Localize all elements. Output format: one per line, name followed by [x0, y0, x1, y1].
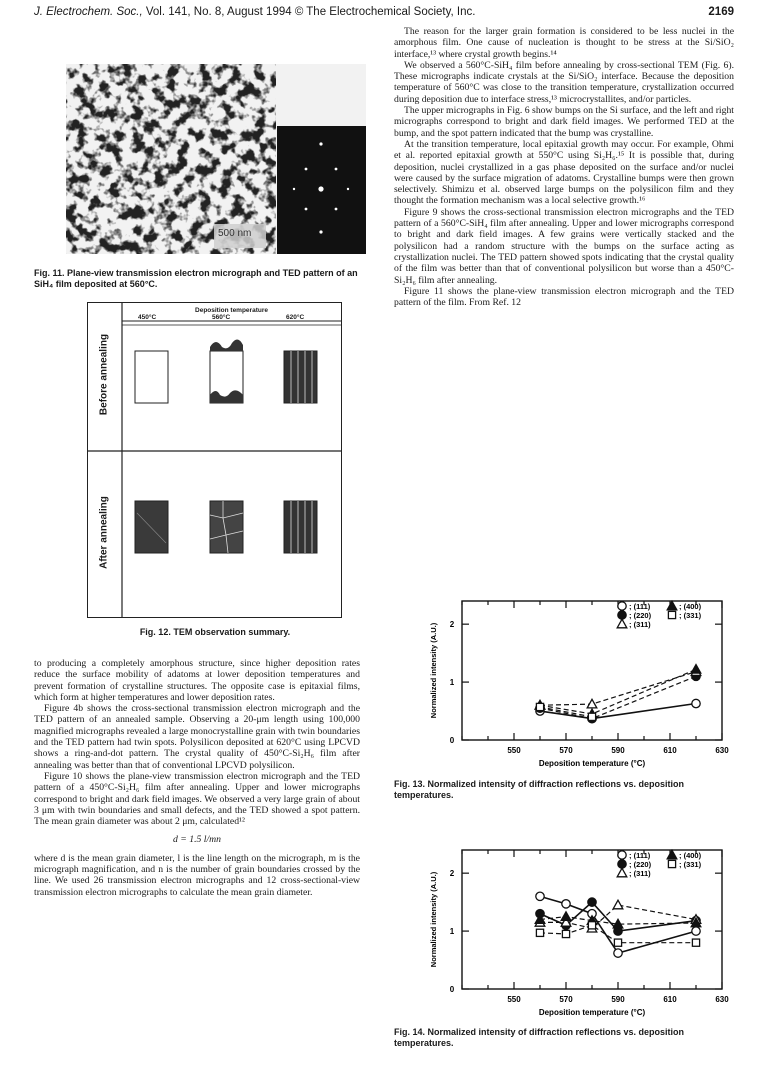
fig14-point-2-3 [613, 900, 623, 909]
fig13-point-4-1 [588, 713, 595, 720]
fig13-ytick-label: 1 [449, 678, 455, 688]
fig14-legend-marker-2 [617, 868, 627, 877]
right-paragraph-1: The reason for the larger grain formation is considered to be less nuclei in the amorphous film. One cause of nucleation is thought to be stress at the Si/SiO₂ interface,¹³ where crystal growth begins.¹⁴ [394, 26, 734, 60]
fig11-micrograph [66, 64, 366, 254]
fig13-point-0-2 [692, 699, 700, 707]
fig14-point-0-4 [692, 927, 700, 935]
fig14-xlabel: Deposition temperature (°C) [538, 1008, 646, 1017]
fig12-header-title: Deposition temperature [195, 307, 268, 314]
fig14-xtick-label: 630 [715, 995, 729, 1004]
fig14-ylabel: Normalized intensity (A.U.) [429, 871, 438, 968]
fig14-ytick-label: 0 [449, 985, 455, 994]
fig14-point-0-0 [536, 892, 544, 900]
fig14-point-4-0 [536, 929, 543, 936]
fig13-caption: Fig. 13. Normalized intensity of diffraction reflections vs. deposition temperatures. [394, 779, 685, 800]
fig14-chart [394, 834, 734, 1019]
fig11-micrograph-image [66, 64, 366, 254]
fig14-point-4-2 [588, 922, 595, 929]
fig11-caption: Fig. 11. Plane-view transmission electron micrograph and TED pattern of an SiH₄ film deposited at 560°C. [34, 268, 358, 289]
fig13-legend-label-3: ; (400) [679, 602, 702, 611]
fig14-legend-marker-0 [618, 851, 626, 859]
fig13-series-line-2 [540, 672, 696, 706]
fig13-xtick-label: 550 [507, 746, 521, 755]
fig14-point-0-1 [562, 900, 570, 908]
page-number: 2169 [708, 6, 734, 18]
fig14-point-1-2 [588, 898, 596, 906]
fig14-point-3-1 [561, 912, 571, 921]
fig14-legend-label-4: ; (331) [679, 860, 702, 869]
right-paragraph-2: We observed a 560°C-SiH₄ film before annealing by cross-sectional TEM (Fig. 6). These micrographs indicate crystals at the Si/SiO₂ interface. Because the deposition temperature of 560°C was close to the transition temperature, crystallization occurred during deposition due to interface stress,¹³ microcrystallites, and/or particles. [394, 59, 734, 105]
right-paragraph-6: Figure 11 shows the plane-view transmission electron micrograph and the TED pattern of the film. From Ref. 12 [394, 285, 734, 309]
fig12-panel [87, 302, 342, 618]
right-paragraph-3: The upper micrographs in Fig. 6 show bumps on the Si surface, and the left and right micrographs correspond to bright and dark field images. We performed TED at the bump, and the spot pattern indicated that the bump was crystalline. [394, 105, 734, 139]
left-paragraph-4: where d is the mean grain diameter, l is the line length on the micrograph, m is the micrograph magnification, and n is the number of grain boundaries crossed by the line. We used 26 transmission electron micrographs and 12 cross-sectional-view transmission electron micrographs to calculate the mean grain diameter. [34, 852, 360, 898]
fig14-xtick-label: 610 [663, 995, 677, 1004]
fig13-point-3-2 [691, 665, 701, 674]
fig14-legend-label-2: ; (311) [629, 869, 651, 878]
journal-citation [34, 6, 475, 18]
left-paragraph-2: Figure 4b shows the cross-sectional transmission electron micrograph and the TED pattern of an annealed sample. Observing a 20-μm length using 100,000 magnified micrographs revealed a large monocrystalline grain with twin boundaries and the TED pattern had twin spots. Polysilicon deposited at 620°C using LPCVD shows a ring-and-dot pattern. The crystal quality of 450°C-Si₂H₆ film after annealing was better than that of conventional LPCVD polysilicon. [34, 703, 360, 771]
fig13-ylabel: Normalized intensity (A.U.) [429, 622, 438, 719]
journal-name: J. Electrochem. Soc., [34, 6, 143, 18]
fig14-legend-label-0: ; (111) [629, 851, 651, 860]
fig14-point-4-1 [562, 930, 569, 937]
fig14-xtick-label: 550 [507, 995, 521, 1004]
fig14-ytick-label: 1 [449, 927, 455, 937]
fig13-chart [394, 585, 734, 775]
fig13-legend-marker-2 [617, 619, 627, 628]
fig13-legend-label-0: ; (111) [629, 602, 651, 611]
fig14-legend-label-1: ; (220) [629, 860, 652, 869]
grain-diameter-formula: d = 1.5 l/mn [173, 834, 221, 846]
fig13-xtick-label: 570 [559, 746, 573, 755]
fig14-legend-marker-4 [668, 860, 675, 867]
fig14-point-0-3 [614, 949, 622, 957]
fig11-scale-bar-label: 500 nm [218, 228, 252, 239]
fig13-point-4-0 [536, 703, 543, 710]
left-paragraph-3: Figure 10 shows the plane-view transmission electron micrograph and the TED pattern of a 450°C-Si₂H₆ film after annealing. Upper and lower micrographs correspond to bright and dark field images. We observed a very large grain of about 3 μm with twin boundaries and small defects, and the TED showed a spot pattern. The mean grain diameter was about 2 μm, calculated¹² [34, 770, 360, 828]
fig13-xtick-label: 610 [663, 746, 677, 755]
volume-info: Vol. 141, No. 8, August 1994 © The Electrochemical Society, Inc. [142, 6, 476, 18]
fig13-legend-marker-0 [618, 602, 626, 610]
fig12-row-label-before: Before annealing [98, 333, 110, 416]
fig13-legend-label-1: ; (220) [629, 611, 652, 620]
fig14-xtick-label: 590 [611, 995, 625, 1004]
fig12-caption: Fig. 12. TEM observation summary. [139, 627, 291, 637]
fig13-legend-label-2: ; (311) [629, 620, 651, 629]
fig13-legend-marker-3 [667, 601, 677, 610]
fig14-ytick-label: 2 [449, 869, 455, 879]
fig13-series-line-1 [540, 676, 696, 718]
fig14-legend-marker-3 [667, 850, 677, 859]
fig14-point-4-4 [692, 939, 699, 946]
fig12-temp-560: 560°C [212, 314, 231, 321]
right-column-text [394, 26, 734, 308]
running-header [34, 6, 734, 22]
fig13-ytick-label: 2 [449, 620, 455, 630]
fig13-xtick-label: 630 [715, 746, 729, 755]
fig13-xlabel: Deposition temperature (°C) [538, 759, 646, 768]
fig13-xtick-label: 590 [611, 746, 625, 755]
fig13-legend-label-4: ; (331) [679, 611, 702, 620]
fig14-legend-label-3: ; (400) [679, 851, 702, 860]
fig13-series-line-0 [540, 704, 696, 719]
left-paragraph-1: to producing a completely amorphous structure, since higher deposition rates reduce the surface mobility of adatoms at lower deposition temperatures and prevent formation of crystalline structures. The opposite case is epitaxial films, which form at higher temperatures and lower deposition rates. [34, 658, 360, 703]
left-column-text [34, 658, 360, 898]
fig13-ytick-label: 0 [449, 736, 455, 745]
fig14-point-4-3 [614, 939, 621, 946]
fig14-caption: Fig. 14. Normalized intensity of diffraction reflections vs. deposition temperatures. [394, 1027, 685, 1048]
right-paragraph-5: Figure 9 shows the cross-sectional transmission electron micrographs and the TED pattern of a 560°C-SiH₄ film after annealing. Upper and lower micrographs correspond to bright and dark field images. A few grains were vertically stacked and the polysilicon had a random structure with the bumps on the surface acting as crystallization nuclei. The TED pattern showed spots indicating that the crystal quality of the film was better than that of conventional polysilicon but worse than a 450°C-Si₂H₆ film after annealing. [394, 206, 734, 286]
right-paragraph-4: At the transition temperature, local epitaxial growth may occur. For example, Ohmi et al. reported epitaxial growth at 550°C using Si₂H₆.¹⁵ It is possible that, during deposition, nuclei crystallized in a gas phase deposited on the surface and/or nuclei were caused by the surface migration of adatoms. Crystalline bumps were then grown selectively. Shimizu et al. observed large bumps on the polysilicon film and they thought the formation mechanism was a local selective growth.¹⁶ [394, 138, 734, 207]
fig12-temp-620: 620°C [286, 314, 305, 321]
fig13-legend-marker-4 [668, 611, 675, 618]
fig14-xtick-label: 570 [559, 995, 573, 1004]
fig12-row-label-after: After annealing [98, 496, 110, 569]
fig12-diagram [88, 303, 341, 617]
fig12-temp-450: 450°C [138, 314, 157, 321]
